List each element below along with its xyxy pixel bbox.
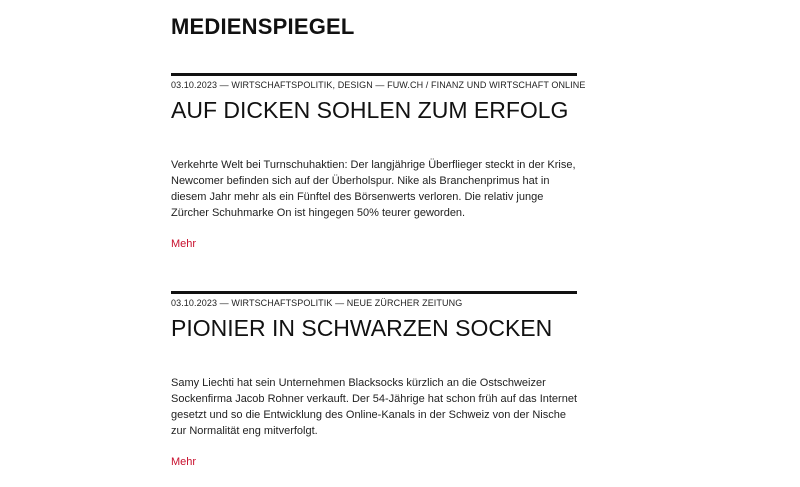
article-divider — [171, 73, 577, 76]
article-1 — [171, 73, 586, 252]
article-meta: 03.10.2023 — WIRTSCHAFTSPOLITIK — NEUE ZÜRCHER ZEITUNG — [171, 298, 463, 308]
more-link[interactable]: Mehr — [171, 456, 197, 468]
article-headline[interactable]: AUF DICKEN SOHLEN ZUM ERFOLG — [171, 97, 569, 123]
page-title: MEDIENSPIEGEL — [171, 14, 355, 39]
article-divider — [171, 291, 577, 294]
article-meta: 03.10.2023 — WIRTSCHAFTSPOLITIK, DESIGN — FUW.CH / FINANZ UND WIRTSCHAFT ONLINE — [171, 80, 586, 90]
more-link[interactable]: Mehr — [171, 238, 197, 250]
article-2 — [171, 291, 577, 470]
article-teaser: Samy Liechti hat sein Unternehmen Blacksocks kürzlich an die Ostschweizer Sockenfirma Jacob Rohner verkauft. Der 54-Jährige hat schon früh auf das Internet gesetzt und so die Entwicklung des Online-Kanals in der Schweiz von der Nische zur Normalität eng mitverfolgt. — [171, 377, 577, 437]
article-headline[interactable]: PIONIER IN SCHWARZEN SOCKEN — [171, 315, 553, 341]
article-teaser: Verkehrte Welt bei Turnschuhaktien: Der langjährige Überflieger steckt in der Krise, Newcomer befinden sich auf der Überholspur. Nike als Branchenprimus hat in diesem Jahr mehr als ein Fünftel des Börsenwerts verloren. Die relativ junge Zürcher Schuhmarke On ist hingegen 50% teurer geworden. — [171, 159, 576, 219]
